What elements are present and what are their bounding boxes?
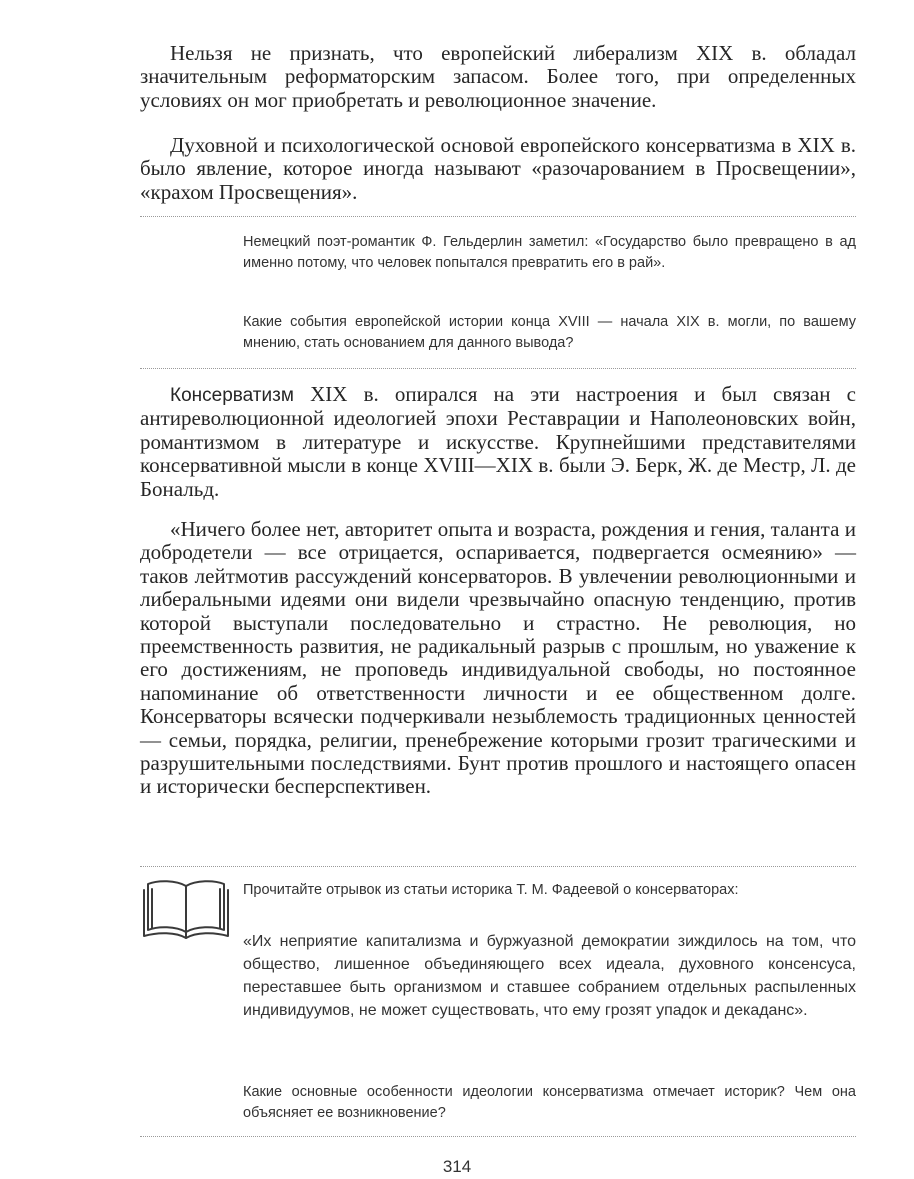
body-paragraph-conservatism: [140, 383, 856, 501]
section-divider: [140, 1136, 856, 1137]
body-paragraph-enlightenment: Духовной и психологической основой европейского консерватизма в XIX в. было явление, которое иногда называют «разочарованием в Просвещении», «крахом Просвещения».: [140, 133, 856, 204]
body-paragraph-liberalism: Нельзя не признать, что европейский либерализм XIX в. обладал значительным реформаторским запасом. Более того, при определенных условиях он мог приобретать и революционное значение.: [140, 41, 856, 112]
holderlin-quote: Немецкий поэт-романтик Ф. Гельдерлин заметил: «Государство было превращено в ад именно потому, что человек попытался превратить его в рай».: [243, 234, 856, 271]
conservatism-text: XIX в. опирался на эти настроения и был связан с антиреволюционной идеологией эпохи Реставрации и Наполеоновских войн, романтизмом в литературе и искусстве. Крупнейшими представителями консервативной мысли в конце XVIII—XIX в. были Э. Берк, Ж. де Местр, Л. де Бональд.: [140, 382, 856, 501]
holderlin-question: Какие события европейской истории конца XVIII — начала XIX в. могли, по вашему мнению, стать основанием для данного вывода?: [243, 314, 856, 351]
section-divider: [140, 866, 856, 867]
page-number: 314: [442, 1157, 472, 1176]
body-paragraph-conservatives: «Ничего более нет, авторитет опыта и возраста, рождения и гения, таланта и добродетели — все отрицается, оспаривается, подвергается осмеянию» — таков лейтмотив рассуждений консерваторов. В увлечении революционными и либеральными идеями они видели чрезвычайно опасную тенденцию, против которой выступали последовательно и страстно. Не революция, но преемственность развития, не радикальный разрыв с прошлым, но уважение к его достижениям, не проповедь индивидуальной свободы, но постоянное напоминание об ответственности личности и ее общественном долге. Консерваторы всячески подчеркивали незыблемость традиционных ценностей — семьи, порядка, религии, пренебрежение которыми грозит трагическими и разрушительными последствиями. Бунт против прошлого и настоящего опасен и исторически бесперспективен.: [140, 517, 856, 799]
section-divider: [140, 216, 856, 217]
section-divider: [140, 368, 856, 369]
fadeeva-question: Какие основные особенности идеологии консерватизма отмечает историк? Чем она объясняет ее возникновение?: [243, 1084, 856, 1121]
open-book-icon: [140, 876, 232, 942]
fadeeva-intro: Прочитайте отрывок из статьи историка Т. М. Фадеевой о консерваторах:: [243, 882, 739, 898]
fadeeva-quote: «Их неприятие капитализма и буржуазной демократии зиждилось на том, что общество, лишенное объединяющего всех идеала, духовного консенсуса, переставшее быть организмом и ставшее собранием отдельных распыленных индивидуумов, не может существовать, что ему грозят упадок и декаданс».: [243, 933, 856, 1019]
term-lead-in: Консерватизм: [170, 385, 294, 406]
